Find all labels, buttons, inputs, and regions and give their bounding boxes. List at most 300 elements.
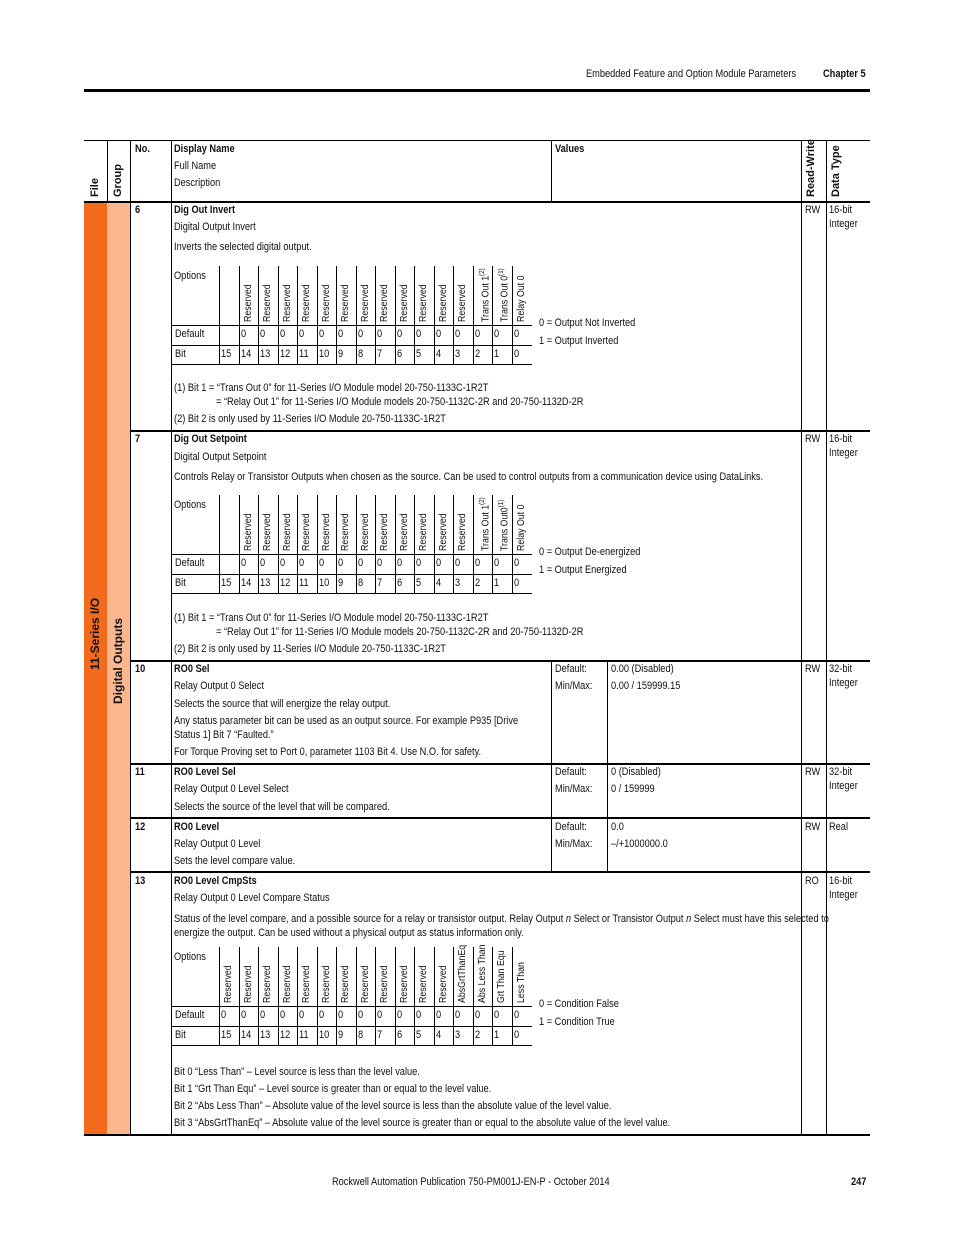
option-name	[223, 965, 234, 1003]
bit-number: 0	[514, 1029, 520, 1041]
bit-number: 1	[494, 348, 500, 360]
bit-number: 8	[358, 1029, 364, 1041]
default-value: 0	[299, 557, 305, 569]
bit-grid-line	[512, 266, 513, 364]
option-name	[418, 284, 429, 322]
bit-grid-line	[297, 947, 298, 1045]
option-name	[496, 500, 510, 551]
param-display-name: RO0 Level	[174, 821, 220, 833]
option-name	[243, 284, 254, 322]
bit-grid-line	[258, 266, 259, 364]
bit-grid-line	[239, 266, 240, 364]
bit-number: 1	[494, 1029, 500, 1041]
bit-number: 10	[319, 577, 330, 589]
value: 0 (Disabled)	[611, 766, 661, 778]
default-value: 0	[455, 557, 461, 569]
bit-grid-line	[219, 495, 220, 593]
bit-grid-line	[453, 495, 454, 593]
bit-grid-line	[473, 266, 474, 364]
value-key: Min/Max:	[555, 838, 593, 850]
bit-grid-line	[473, 947, 474, 1045]
file-label: 11-Series I/O	[88, 597, 102, 670]
legend-line: 1 = Output Inverted	[539, 335, 619, 347]
col-divider-values-10	[551, 662, 552, 873]
bit-number: 7	[377, 1029, 383, 1041]
option-name-text: Reserved	[301, 965, 312, 1003]
default-value: 0	[436, 1009, 442, 1021]
option-name	[457, 513, 468, 551]
option-name	[301, 284, 312, 322]
bit-grid-line	[172, 1026, 532, 1027]
bit-number: 12	[280, 348, 291, 360]
option-name-text: Reserved	[438, 513, 449, 551]
bit-grid-line	[492, 266, 493, 364]
option-name	[360, 513, 371, 551]
bit-number: 3	[455, 1029, 461, 1041]
col-divider-no	[171, 140, 172, 1135]
default-value: 0	[319, 557, 325, 569]
note-line: Bit 1 “Grt Than Equ” – Level source is greater than or equal to the level value.	[174, 1083, 492, 1095]
data-type: Integer	[829, 218, 858, 230]
bit-grid-line	[356, 495, 357, 593]
option-name	[321, 965, 332, 1003]
read-write: RW	[805, 663, 821, 675]
bit-number: 14	[241, 1029, 252, 1041]
legend-line: 0 = Condition False	[539, 998, 619, 1010]
read-write: RO	[805, 875, 819, 887]
option-name-text: Reserved	[223, 965, 234, 1003]
default-value: 0	[338, 557, 344, 569]
footer-page-number: 247	[851, 1176, 867, 1188]
bit-number: 2	[475, 348, 481, 360]
option-name-text: Abs Less Than	[477, 944, 488, 1003]
option-name-text: Reserved	[321, 513, 332, 551]
bit-number: 0	[514, 577, 520, 589]
param-display-name: RO0 Level CmpSts	[174, 875, 257, 887]
bit-grid-line	[473, 495, 474, 593]
param-number: 13	[135, 875, 146, 887]
data-type: Integer	[829, 447, 858, 459]
row-separator	[130, 763, 870, 765]
option-name	[301, 965, 312, 1003]
option-name-text: Reserved	[418, 965, 429, 1003]
footnote-ref: (1)	[498, 268, 505, 276]
header-group: Group	[112, 164, 124, 197]
option-name-text: Reserved	[399, 965, 410, 1003]
options-label: Options	[174, 499, 206, 511]
default-value: 0	[221, 1009, 227, 1021]
bit-grid-line	[356, 266, 357, 364]
option-name	[262, 513, 273, 551]
option-name-text: AbsGrtThanEq	[457, 944, 468, 1003]
param-number: 6	[135, 204, 141, 216]
option-name	[438, 284, 449, 322]
read-write: RW	[805, 204, 821, 216]
default-value: 0	[338, 328, 344, 340]
note-line: (1) Bit 1 = “Trans Out 0” for 11-Series I/O Module model 20-750-1133C-1R2T	[174, 382, 489, 394]
footnote-ref: (1)	[498, 499, 505, 508]
row-separator	[130, 430, 870, 432]
bit-number: 11	[299, 577, 309, 589]
option-name-text: Trans Out 1	[480, 504, 492, 551]
option-name-text: Reserved	[379, 965, 390, 1003]
option-name-text: Reserved	[262, 513, 273, 551]
param-number: 12	[135, 821, 146, 833]
bit-number: 1	[494, 577, 500, 589]
option-name-text: Reserved	[379, 513, 390, 551]
bit-grid-line	[434, 495, 435, 593]
option-name	[340, 965, 351, 1003]
option-name-text: Reserved	[418, 513, 429, 551]
default-value: 0	[358, 328, 364, 340]
option-name	[301, 513, 312, 551]
option-name	[321, 513, 332, 551]
group-label: Digital Outputs	[111, 618, 125, 704]
default-value: 0	[416, 328, 422, 340]
note-line: (1) Bit 1 = “Trans Out 0” for 11-Series I/O Module model 20-750-1133C-1R2T	[174, 612, 489, 624]
option-name	[282, 513, 293, 551]
header-data-type: Data Type	[830, 145, 842, 197]
option-name	[418, 965, 429, 1003]
col-divider-file	[107, 140, 108, 202]
data-type: 32-bit	[829, 766, 853, 778]
option-name	[379, 513, 390, 551]
option-name	[477, 944, 488, 1003]
bit-number: 10	[319, 1029, 330, 1041]
legend-line: 0 = Output De-energized	[539, 546, 641, 558]
option-name-text: Reserved	[243, 284, 254, 322]
data-type: 32-bit	[829, 663, 853, 675]
option-name-text: Trans Out 1	[480, 275, 492, 322]
header-display-name: Display Name	[174, 143, 235, 155]
option-name	[399, 513, 410, 551]
bit-grid-line	[172, 554, 532, 555]
option-name-text: Reserved	[360, 513, 371, 551]
bit-label: Bit	[175, 577, 186, 589]
default-value: 0	[241, 328, 247, 340]
param-description: Controls Relay or Transistor Outputs when chosen as the source. Can be used to control outputs from a communication device using DataLinks.	[174, 471, 764, 483]
default-label: Default	[175, 328, 205, 340]
param-description: Inverts the selected digital output.	[174, 241, 312, 253]
param-full-name: Relay Output 0 Level	[174, 838, 261, 850]
option-name-text: Reserved	[282, 965, 293, 1003]
bit-grid-line	[297, 266, 298, 364]
note-line: = “Relay Out 1” for 11-Series I/O Module models 20-750-1132C-2R and 20-750-1132D-2R	[216, 626, 584, 638]
param-number: 10	[135, 663, 146, 675]
bit-grid-line	[414, 947, 415, 1045]
bit-number: 2	[475, 1029, 481, 1041]
default-value: 0	[436, 328, 442, 340]
default-value: 0	[358, 1009, 364, 1021]
bit-number: 8	[358, 348, 364, 360]
bit-grid-line	[375, 266, 376, 364]
option-name-text: Reserved	[282, 284, 293, 322]
bit-grid-line	[336, 266, 337, 364]
bit-grid-line	[317, 495, 318, 593]
bit-number: 11	[299, 348, 309, 360]
bit-number: 10	[319, 348, 330, 360]
bit-grid-line	[336, 495, 337, 593]
col-divider-group	[130, 140, 131, 1135]
bit-grid-line	[375, 495, 376, 593]
default-value: 0	[280, 557, 286, 569]
default-value: 0	[514, 557, 520, 569]
param-full-name: Digital Output Setpoint	[174, 451, 267, 463]
header-file: File	[89, 178, 101, 197]
bit-number: 9	[338, 1029, 344, 1041]
option-name	[496, 950, 507, 1003]
running-header-title: Embedded Feature and Option Module Parameters	[586, 68, 797, 80]
param-display-name: RO0 Level Sel	[174, 766, 236, 778]
header-no: No.	[135, 143, 150, 155]
param-full-name: Relay Output 0 Select	[174, 680, 264, 692]
data-type: 16-bit	[829, 433, 853, 445]
bit-number: 7	[377, 348, 383, 360]
option-name-text: Reserved	[418, 284, 429, 322]
header-full-name: Full Name	[174, 160, 217, 172]
row-separator	[130, 817, 870, 819]
bit-grid-line	[317, 947, 318, 1045]
param-display-name: Dig Out Invert	[174, 204, 236, 216]
bit-grid-line	[317, 266, 318, 364]
bit-number: 15	[221, 1029, 232, 1041]
data-type: Real	[829, 821, 849, 833]
bit-number: 6	[397, 1029, 403, 1041]
bit-number: 3	[455, 577, 461, 589]
bit-grid-line	[414, 266, 415, 364]
param-number: 11	[135, 766, 145, 778]
bit-number: 5	[416, 1029, 422, 1041]
default-value: 0	[260, 557, 266, 569]
bit-number: 4	[436, 577, 442, 589]
value: 0.00 / 159999.15	[611, 680, 681, 692]
param-display-name: RO0 Sel	[174, 663, 210, 675]
default-value: 0	[241, 557, 247, 569]
bit-label: Bit	[175, 1029, 186, 1041]
bit-number: 9	[338, 348, 344, 360]
option-name-text: Reserved	[457, 284, 468, 322]
footer-publication: Rockwell Automation Publication 750-PM001J-EN-P - October 2014	[332, 1176, 610, 1188]
param-description: For Torque Proving set to Port 0, parameter 1103 Bit 4. Use N.O. for safety.	[174, 746, 482, 758]
bit-number: 14	[241, 577, 252, 589]
option-name-text: Reserved	[340, 965, 351, 1003]
legend-line: 1 = Output Energized	[539, 564, 627, 576]
default-value: 0	[299, 328, 305, 340]
options-label: Options	[174, 270, 206, 282]
option-name	[399, 965, 410, 1003]
default-value: 0	[280, 1009, 286, 1021]
option-name	[243, 513, 254, 551]
option-name	[282, 965, 293, 1003]
option-name-text: Grt Than Equ	[496, 950, 507, 1003]
default-value: 0	[397, 557, 403, 569]
row-separator	[130, 871, 870, 873]
bit-number: 13	[260, 348, 271, 360]
default-value: 0	[455, 1009, 461, 1021]
option-name-text: Reserved	[301, 284, 312, 322]
bit-grid-line	[395, 266, 396, 364]
data-type: 16-bit	[829, 204, 853, 216]
param-description: Selects the source of the level that will be compared.	[174, 801, 390, 813]
default-label: Default	[175, 1009, 205, 1021]
note-line: (2) Bit 2 is only used by 11-Series I/O Module 20-750-1133C-1R2T	[174, 413, 446, 425]
param-display-name: Dig Out Setpoint	[174, 433, 247, 445]
default-value: 0	[397, 328, 403, 340]
read-write: RW	[805, 433, 821, 445]
bit-grid-line	[278, 495, 279, 593]
bit-number: 9	[338, 577, 344, 589]
default-value: 0	[514, 328, 520, 340]
bit-number: 15	[221, 348, 232, 360]
bit-number: 5	[416, 348, 422, 360]
option-name	[457, 284, 468, 322]
bit-number: 6	[397, 577, 403, 589]
note-line: (2) Bit 2 is only used by 11-Series I/O Module 20-750-1133C-1R2T	[174, 643, 446, 655]
value-key: Min/Max:	[555, 783, 593, 795]
note-line: = “Relay Out 1” for 11-Series I/O Module models 20-750-1132C-2R and 20-750-1132D-2R	[216, 396, 584, 408]
options-label: Options	[174, 951, 206, 963]
default-value: 0	[280, 328, 286, 340]
default-value: 0	[416, 557, 422, 569]
param-description: Status 1] Bit 7 “Faulted.”	[174, 729, 274, 741]
bit-number: 12	[280, 577, 291, 589]
option-name-text: Reserved	[282, 513, 293, 551]
bit-number: 6	[397, 348, 403, 360]
value: 0.00 (Disabled)	[611, 663, 674, 675]
param-full-name: Relay Output 0 Level Select	[174, 783, 289, 795]
bit-grid-line	[172, 574, 532, 575]
legend-line: 0 = Output Not Inverted	[539, 317, 636, 329]
option-name-text: Reserved	[321, 284, 332, 322]
bit-grid-line	[434, 266, 435, 364]
bit-number: 0	[514, 348, 520, 360]
bit-grid-line	[219, 947, 220, 1045]
bit-grid-line	[172, 345, 532, 346]
option-name	[340, 513, 351, 551]
header-description: Description	[174, 177, 221, 189]
option-name	[496, 268, 510, 322]
bit-grid-line	[172, 593, 532, 594]
option-name-text: Reserved	[399, 513, 410, 551]
param-description-part: Status of the level compare, and a possible source for a relay or transistor output. Relay Output	[174, 913, 566, 925]
bit-number: 7	[377, 577, 383, 589]
bit-grid-line	[336, 947, 337, 1045]
param-description	[174, 913, 829, 926]
col-divider-minmax	[607, 662, 608, 873]
option-name	[438, 965, 449, 1003]
option-name	[243, 965, 254, 1003]
value-key: Default:	[555, 766, 587, 778]
option-name	[399, 284, 410, 322]
param-description: Selects the source that will energize the relay output.	[174, 698, 391, 710]
option-name-text: Reserved	[340, 284, 351, 322]
table-top-rule	[84, 140, 870, 141]
bit-label: Bit	[175, 348, 186, 360]
option-name	[360, 965, 371, 1003]
header-values: Values	[555, 143, 585, 155]
option-name	[360, 284, 371, 322]
param-full-name: Relay Output 0 Level Compare Status	[174, 892, 330, 904]
param-description-var: n	[565, 913, 572, 925]
bit-grid-line	[356, 947, 357, 1045]
default-value: 0	[475, 1009, 481, 1021]
header-read-write: Read-Write	[805, 139, 817, 197]
param-description-part: Select or Transistor Output	[571, 913, 687, 925]
bit-grid-line	[278, 947, 279, 1045]
bit-grid-line	[258, 495, 259, 593]
data-type: Integer	[829, 889, 858, 901]
param-description: Any status parameter bit can be used as an output source. For example P935 [Drive	[174, 715, 519, 727]
bit-grid-line	[434, 947, 435, 1045]
param-description: energize the output. Can be used without a physical output as status information only.	[174, 927, 524, 939]
default-value: 0	[299, 1009, 305, 1021]
bit-grid-line	[512, 947, 513, 1045]
default-value: 0	[475, 557, 481, 569]
default-value: 0	[436, 557, 442, 569]
option-name-text: Reserved	[301, 513, 312, 551]
option-name	[438, 513, 449, 551]
option-name	[379, 284, 390, 322]
bit-grid-line	[395, 495, 396, 593]
default-value: 0	[260, 1009, 266, 1021]
option-name	[340, 284, 351, 322]
option-name-text: Reserved	[457, 513, 468, 551]
param-description: Sets the level compare value.	[174, 855, 296, 867]
col-divider-rw	[801, 140, 802, 1135]
option-name-text: Reserved	[399, 284, 410, 322]
option-name-text: Less Than	[516, 962, 527, 1003]
bit-number: 8	[358, 577, 364, 589]
bit-number: 2	[475, 577, 481, 589]
data-type: Integer	[829, 677, 858, 689]
bit-grid-line	[239, 495, 240, 593]
col-divider-values-header	[551, 140, 552, 202]
value: 0 / 159999	[611, 783, 655, 795]
option-name-text: Trans Out 0	[499, 275, 511, 322]
option-name	[477, 497, 491, 551]
row-separator	[130, 660, 870, 662]
option-name	[477, 268, 491, 322]
value: –/+1000000.0	[611, 838, 668, 850]
default-label: Default	[175, 557, 205, 569]
running-header-chapter: Chapter 5	[823, 68, 866, 80]
bit-grid-line	[414, 495, 415, 593]
param-description-var: n	[686, 913, 692, 925]
option-name-text: Reserved	[360, 284, 371, 322]
bit-grid-line	[492, 495, 493, 593]
bit-number: 13	[260, 577, 271, 589]
default-value: 0	[241, 1009, 247, 1021]
bit-grid-line	[172, 1045, 532, 1046]
option-name-text: Reserved	[262, 965, 273, 1003]
bit-grid-line	[375, 947, 376, 1045]
data-type: 16-bit	[829, 875, 853, 887]
option-name	[457, 945, 468, 1003]
header-rule	[84, 89, 870, 92]
bit-number: 4	[436, 1029, 442, 1041]
bit-number: 15	[221, 577, 232, 589]
bit-grid-line	[297, 495, 298, 593]
bit-grid-line	[453, 266, 454, 364]
option-name-text: Reserved	[438, 965, 449, 1003]
bit-grid-line	[219, 266, 220, 364]
legend-line: 1 = Condition True	[539, 1016, 615, 1028]
default-value: 0	[455, 328, 461, 340]
param-number: 7	[135, 433, 141, 445]
value: 0.0	[611, 821, 624, 833]
option-name-text: Relay Out 0	[516, 275, 527, 322]
read-write: RW	[805, 766, 821, 778]
